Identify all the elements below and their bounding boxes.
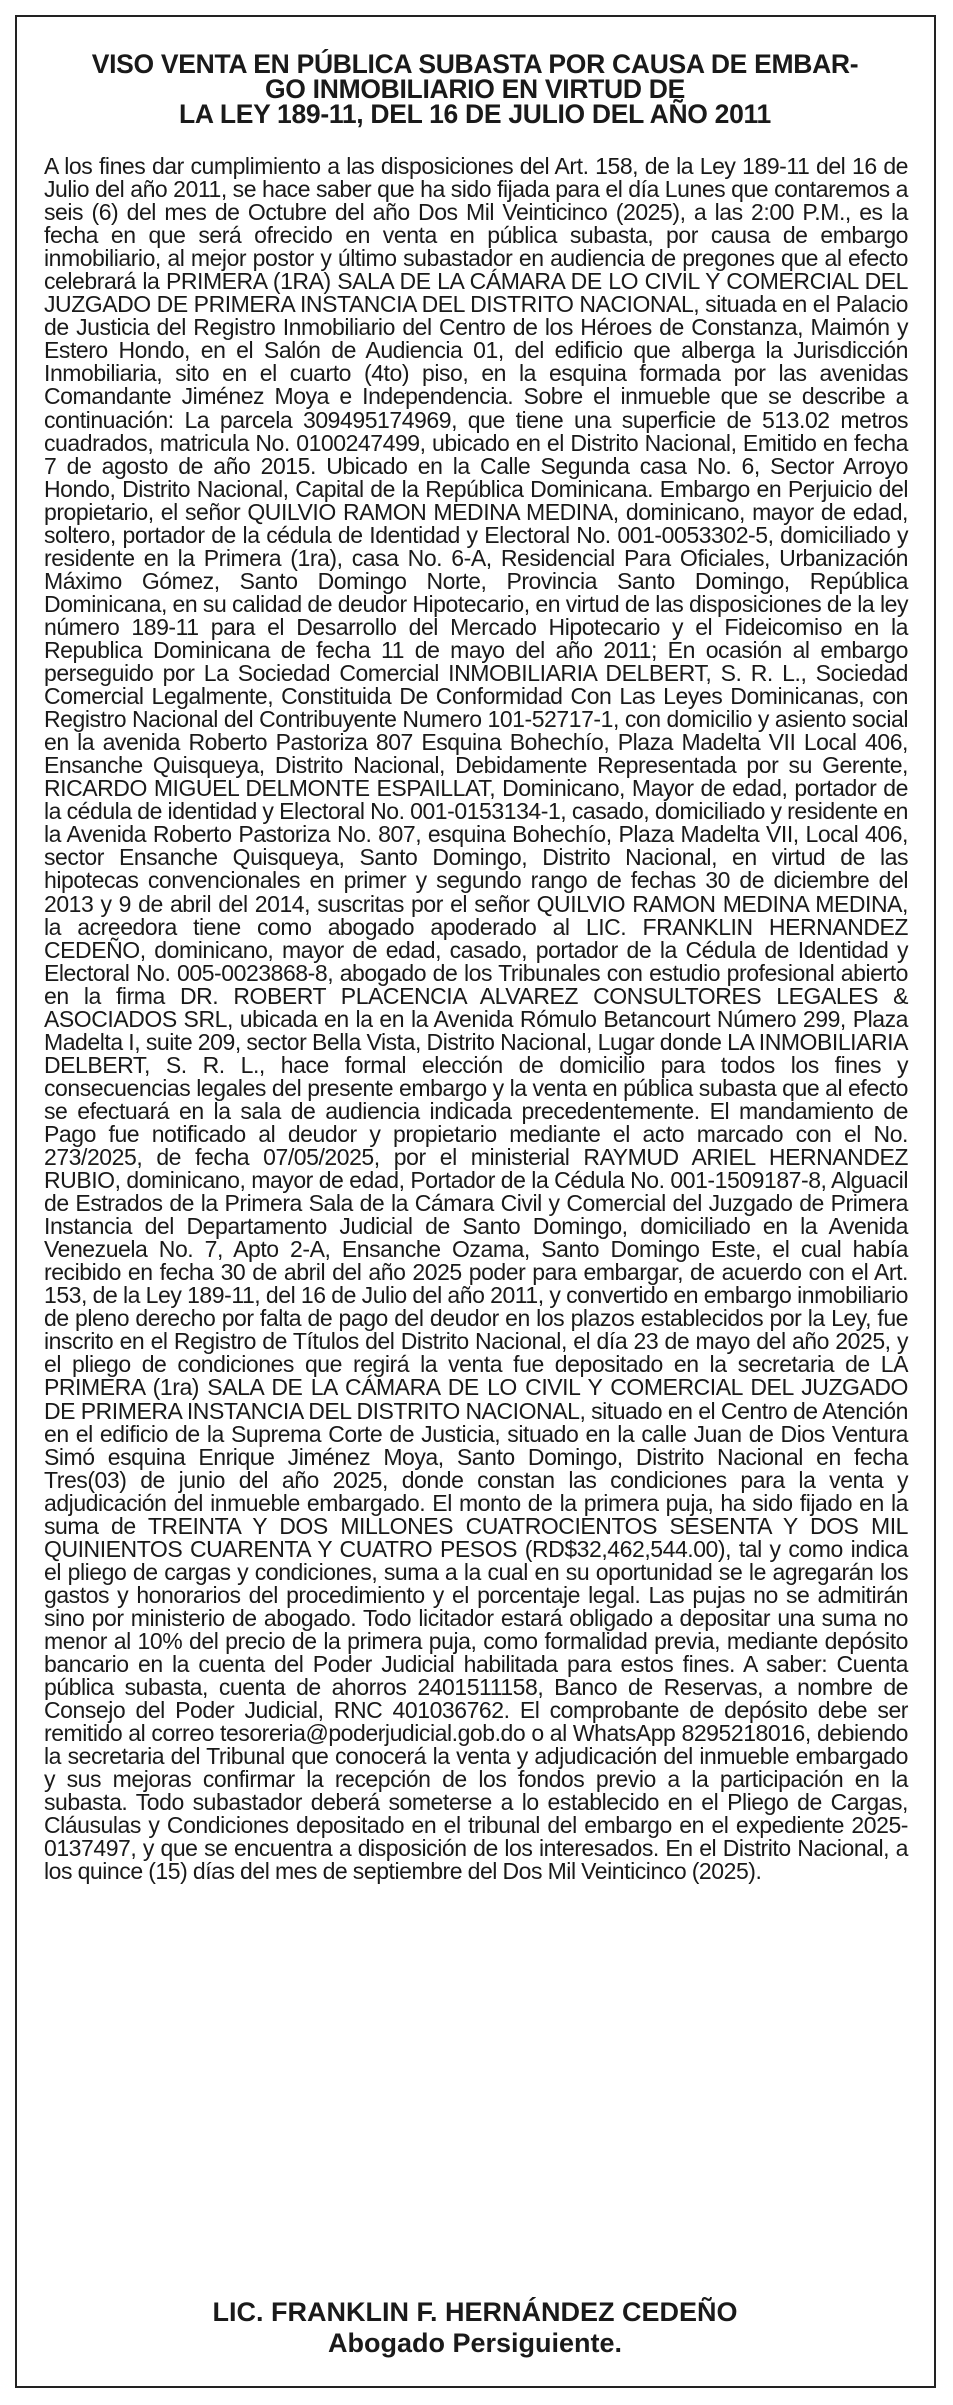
signature-role: Abogado Persiguiente.	[327, 2328, 623, 2358]
notice-title	[40, 49, 910, 129]
title-line-3: LA LEY 189-11, DEL 16 DE JULIO DEL AÑO 2011	[179, 99, 771, 129]
title-line-2: GO INMOBILIARIO EN VIRTUD DE	[264, 74, 686, 104]
signature-block	[40, 2297, 910, 2359]
signature-name: LIC. FRANKLIN F. HERNÁNDEZ CEDEÑO	[212, 2297, 738, 2327]
notice-body: A los fines dar cumplimiento a las disposiciones del Art. 158, de la Ley 189-11 del 16 de Julio del año 2011, se hace saber que ha sido fijada para el día Lunes que contaremos a seis (6) del mes de Octubre del año Dos Mil Veinticinco (2025), a las 2:00 P.M., es la fecha en que será ofrecido en venta en pública subasta, por causa de embargo inmobiliario, al mejor postor y último subastador en audiencia de pregones que al efecto celebrará la PRIMERA (1RA) SALA DE LA CÁMARA DE LO CIVIL Y COMERCIAL DEL JUZGADO DE PRIMERA INSTANCIA DEL DISTRITO NACIONAL, situada en el Palacio de Justicia del Registro Inmobiliario del Centro de los Héroes de Constanza, Maimón y Estero Hondo, en el Salón de Audiencia 01, del edificio que alberga la Jurisdicción Inmobiliaria, sito en el cuarto (4to) piso, en la esquina formada por las avenidas Comandante Jiménez Moya e Independencia. Sobre el inmueble que se describe a continuación: La parcela 309495174969, que tiene una superficie de 513.02 metros cuadrados, matricula No. 0100247499, ubicado en el Distrito Nacional, Emitido en fecha 7 de agosto de año 2015. Ubicado en la Calle Segunda casa No. 6, Sector Arroyo Hondo, Distrito Nacional, Capital de la República Dominicana. Embargo en Perjuicio del propietario, el señor QUILVIO RAMON MEDINA MEDINA, dominicano, mayor de edad, soltero, portador de la cédula de Identidad y Electoral No. 001-0053302-5, domiciliado y residente en la Primera (1ra), casa No. 6-A, Residencial Para Oficiales, Urbanización Máximo Gómez, Santo Domingo Norte, Provincia Santo Domingo, República Dominicana, en su calidad de deudor Hipotecario, en virtud de las disposiciones de la ley número 189-11 para el Desarrollo del Mercado Hipotecario y el Fideicomiso en la Republica Dominicana de fecha 11 de mayo del año 2011; En ocasión al embargo perseguido por La Sociedad Comercial INMOBILIARIA DELBERT, S. R. L., Sociedad Comercial Legalmente, Constituida De Conformidad Con Las Leyes Dominicanas, con Registro Nacional del Contribuyente Numero 101-52717-1, con domicilio y asiento social en la avenida Roberto Pastoriza 807 Esquina Bohechío, Plaza Madelta VII Local 406, Ensanche Quisqueya, Distrito Nacional, Debidamente Representada por su Gerente, RICARDO MIGUEL DELMONTE ESPAILLAT, Dominicano, Mayor de edad, portador de la cédula de identidad y Electoral No. 001-0153134-1, casado, domiciliado y residente en la Avenida Roberto Pastoriza No. 807, esquina Bohechío, Plaza Madelta VII, Local 406, sector Ensanche Quisqueya, Santo Domingo, Distrito Nacional, en virtud de las hipotecas convencionales en primer y segundo rango de fechas 30 de diciembre del 2013 y 9 de abril del 2014, suscritas por el señor QUILVIO RAMON MEDINA MEDINA, la acreedora tiene como abogado apoderado al LIC. FRANKLIN HERNANDEZ CEDEÑO, dominicano, mayor de edad, casado, portador de la Cédula de Identidad y Electoral No. 005-0023868-8, abogado de los Tribunales con estudio profesional abierto en la firma DR. ROBERT PLACENCIA ALVAREZ CONSULTORES LEGALES & ASOCIADOS SRL, ubicada en la en la Avenida Rómulo Betancourt Número 299, Plaza Madelta I, suite 209, sector Bella Vista, Distrito Nacional, Lugar donde LA INMOBILIARIA DELBERT, S. R. L., hace formal elección de domicilio para todos los fines y consecuencias legales del presente embargo y la venta en pública subasta que al efecto se efectuará en la sala de audiencia indicada precedentemente. El mandamiento de Pago fue notificado al deudor y propietario mediante el acto marcado con el No. 273/2025, de fecha 07/05/2025, por el ministerial RAYMUD ARIEL HERNANDEZ RUBIO, dominicano, mayor de edad, Portador de la Cédula No. 001-1509187-8, Alguacil de Estrados de la Primera Sala de la Cámara Civil y Comercial del Juzgado de Primera Instancia del Departamento Judicial de Santo Domingo, domiciliado en la Avenida Venezuela No. 7, Apto 2-A, Ensanche Ozama, Santo Domingo Este, el cual había recibido en fecha 30 de abril del año 2025 poder para embargar, de acuerdo con el Art. 153, de la Ley 189-11, del 16 de Julio del año 2011, y convertido en embargo inmobiliario de pleno derecho por falta de pago del deudor en los plazos establecidos por la Ley, fue inscrito en el Registro de Títulos del Distrito Nacional, el día 23 de mayo del año 2025, y el pliego de condiciones que regirá la venta fue depositado en la secretaria de LA PRIMERA (1ra) SALA DE LA CÁMARA DE LO CIVIL Y COMERCIAL DEL JUZGADO DE PRIMERA INSTANCIA DEL DISTRITO NACIONAL, situado en el Centro de Atención en el edificio de la Suprema Corte de Justicia, situado en la calle Juan de Dios Ventura Simó esquina Enrique Jiménez Moya, Santo Domingo, Distrito Nacional en fecha Tres(03) de junio del año 2025, donde constan las condiciones para la venta y adjudicación del inmueble embargado. El monto de la primera puja, ha sido fijado en la suma de TREINTA Y DOS MILLONES CUATROCIENTOS SESENTA Y DOS MIL QUINIENTOS CUARENTA Y CUATRO PESOS (RD$32,462,544.00), tal y como indica el pliego de cargas y condiciones, suma a la cual en su oportunidad se le agregarán los gastos y honorarios del procedimiento y el porcentaje legal. Las pujas no se admitirán sino por ministerio de abogado. Todo licitador estará obligado a depositar una suma no menor al 10% del precio de la primera puja, como formalidad previa, mediante depósito bancario en la cuenta del Poder Judicial habilitada para estos fines. A saber: Cuenta pública subasta, cuenta de ahorros 2401511158, Banco de Reservas, a nombre de Consejo del Poder Judicial, RNC 401036762. El comprobante de depósito debe ser remitido al correo tesoreria@poderjudicial.gob.do o al WhatsApp 8295218016, debiendo la secretaria del Tribunal que conocerá la venta y adjudicación del inmueble embargado y sus mejoras confirmar la recepción de los fondos previo a la participación en la subasta. Todo subastador deberá someterse a lo establecido en el Pliego de Cargas, Cláusulas y Condiciones depositado en el tribunal del embargo en el expediente 2025-0137497, y que se encuentra a disposición de los interesados. En el Distrito Nacional, a los quince (15) días del mes de septiembre del Dos Mil Veinticinco (2025).	[44, 153, 908, 1885]
title-line-1: VISO VENTA EN PÚBLICA SUBASTA POR CAUSA DE EMBAR-	[91, 49, 859, 79]
